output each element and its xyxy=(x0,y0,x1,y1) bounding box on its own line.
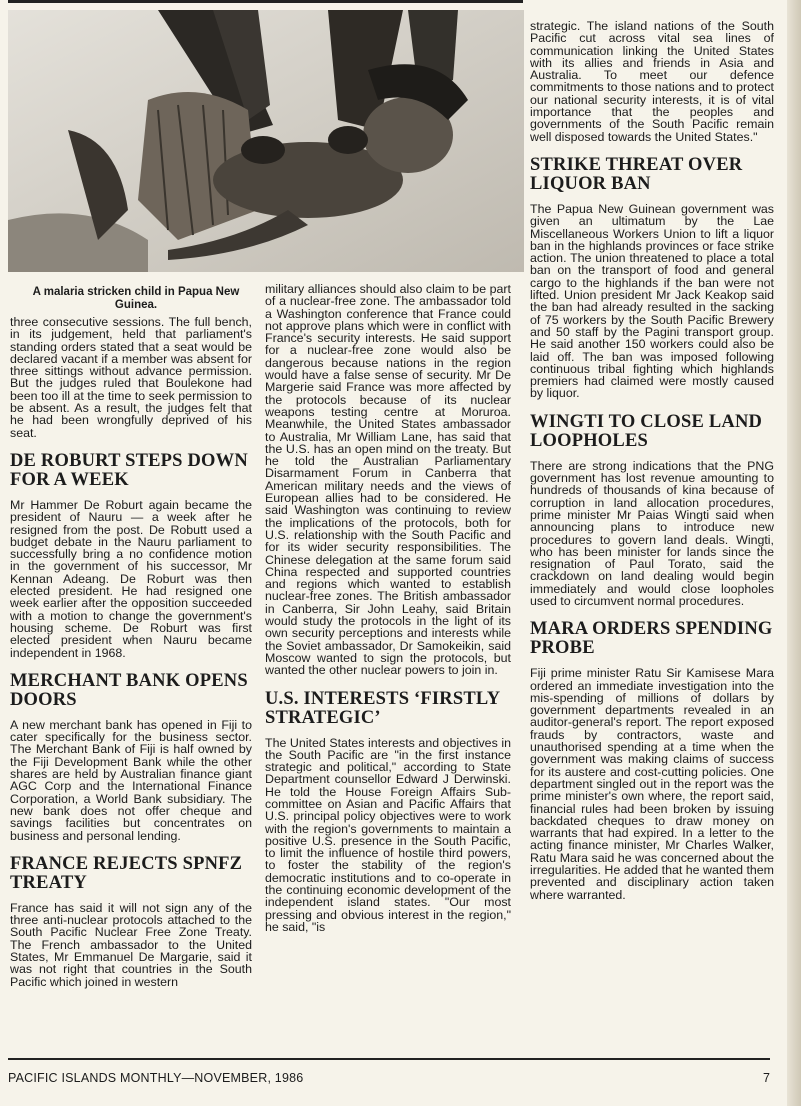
headline-wingti: WINGTI TO CLOSE LAND LOOPHOLES xyxy=(530,411,763,451)
footer-rule xyxy=(8,1058,770,1060)
article-continuation: three consecutive sessions. The full bench, in its judgement, held that parliament's standing orders stated that a seat would be declared vacant if a member was absent for three sittings without advance permission. But the judges ruled that Boulekone had been too ill at the time to seek permission to be absent. As a result, the judges felt that he had been wrongfully deprived of his seat. xyxy=(10,315,252,440)
page-edge xyxy=(787,0,801,1106)
headline-mara-probe: MARA ORDERS SPENDING PROBE xyxy=(530,619,773,659)
top-rule xyxy=(8,0,523,3)
article-france-spnfz: France has said it will not sign any of the three anti-nuclear protocols attached to the South Pacific Nuclear Free Zone Treaty. The French ambassador to the United States, Mr Emmanuel De Margarie, said it was not right that countries in the South Pacific which joined in western xyxy=(10,900,252,989)
article-us-interests-continued: strategic. The island nations of the South Pacific cut across vital sea lines of communication linking the United States with its allies and friends in Asia and Australia. To meet our defence commitments to those nations and to protect our national security interests, it is of vital importance that the peoples and governments of the South Pacific remain well disposed towards the United States." xyxy=(530,19,774,144)
column-3 xyxy=(530,20,774,901)
publication-footer: PACIFIC ISLANDS MONTHLY—NOVEMBER, 1986 xyxy=(8,1071,304,1085)
article-mara-probe: Fiji prime minister Ratu Sir Kamisese Mara ordered an immediate investigation into the mis-spending of millions of dollars by government departments revealed in an auditor-general's report. The report exposed frauds by contractors, waste and unauthorised spending at a time when the government was making claims of success for its austere and cost-cutting policies. One department singled out in the report was the prime minister's own where, the report said, financial rules had been broken by issuing backdated cheques to draw money on warrants that had expired. In a letter to the acting finance minister, Mr Charles Walker, Ratu Mara said he was concerned about the irregularities. He added that he wanted them prevented and disciplinary action taken where warranted. xyxy=(530,666,774,902)
headline-strike-threat: STRIKE THREAT OVER LIQUOR BAN xyxy=(530,154,743,194)
article-france-spnfz-continued: military alliances should also claim to be part of a nuclear-free zone. The ambassador told a Washington conference that France could not approve plans which were in conflict with France's security interests. He said support for a nuclear-free zone would also be dangerous because nations in the region would have a false sense of security. Mr De Margerie said France was more affected by the protocols because of its nuclear weapons testing centre at Moruroa. Meanwhile, the United States ambassador to Australia, Mr William Lane, has said that the U.S. has an open mind on the treaty. But he told the Australian Parliamentary Disarmament Forum in Canberra that American military needs and the views of European allies had to be considered. He said Washington was continuing to review the implications of the protocols, both for U.S. relationship with the South Pacific and for its wider security responsibilities. The Chinese delegation at the same forum said China respected and supported countries and regions which wanted to establish nuclear-free zones. The British ambassador in Canberra, Sir John Leahy, said Britain would study the protocols in the light of its own security perceptions and interests while the Soviet ambassador, Dr Samokeikin, said Moscow wanted to sign the protocols, but wanted the other nuclear powers to join in. xyxy=(265,282,511,678)
article-merchant-bank: A new merchant bank has opened in Fiji to cater specifically for the business sector. The Merchant Bank of Fiji is half owned by the Fiji Development Bank while the other shares are held by Australian finance giant AGC Corp and the International Finance Corporation, a World Bank subsidiary. The new bank does not offer cheque and savings facilities but concentrates on business and personal lending. xyxy=(10,717,252,843)
column-2 xyxy=(265,283,511,933)
photo-illustration xyxy=(8,10,524,272)
article-us-interests: The United States interests and objectives in the South Pacific are "in the first instance strategic and political," according to State Department counsellor Edward J Derwinski. He told the House Foreign Affairs Sub-committee on Asian and Pacific Affairs that U.S. principal policy objectives were to work with the region's governments to maintain a positive U.S. presence in the South Pacific, to limit the influence of hostile third powers, to foster the stability of the region's democratic institutions and to co-operate in the continuing economic development of the independent island states. "Our most pressing and obvious interest in the region," he said, "is xyxy=(265,735,511,934)
article-de-roburt: Mr Hammer De Roburt again became the president of Nauru — a week after he resigned from the post. De Robutt used a budget debate in the Nauru parliament to successfully bring a no confidence motion in the government of his successor, Mr Kennan Adeang. De Roburt was then elected president. He had resigned one week earlier after the opposition succeeded with a motion to change the government's housing scheme. De Roburt was first elected president when Nauru became independent in 1968. xyxy=(10,497,252,660)
page-number: 7 xyxy=(763,1071,770,1085)
article-strike-threat: The Papua New Guinean government was given an ultimatum by the Lae Miscellaneous Workers Union to lift a liquor ban in the highlands provinces or face strike action. The union threatened to place a total ban on the transport of food and general cargo to the highlands if the ban were not lifted. Union president Mr Jack Keakop said the ban had already resulted in the sacking of 75 workers by the South Pacific Brewery and 50 staff by the Pagini transport group. He said another 150 workers could also be laid off. The ban was imposed following continuous tribal fighting which highlands premiers had claimed were mostly caused by liquor. xyxy=(530,201,774,401)
malaria-child-photo xyxy=(8,10,524,272)
photo-caption: A malaria stricken child in Papua New Guinea. xyxy=(32,286,240,311)
headline-us-interests: U.S. INTERESTS ‘FIRSTLY STRATEGIC’ xyxy=(265,688,500,728)
headline-de-roburt: DE ROBURT STEPS DOWN FOR A WEEK xyxy=(10,450,248,490)
headline-france-spnfz: FRANCE REJECTS SPNFZ TREATY xyxy=(10,853,243,893)
column-1 xyxy=(10,316,252,988)
headline-merchant-bank: MERCHANT BANK OPENS DOORS xyxy=(10,670,248,710)
article-wingti: There are strong indications that the PNG government has lost revenue amounting to hundreds of thousands of kina because of corruption in land allocation procedures, prime minister Mr Paias Wingti said when announcing plans to introduce new procedures to govern land deals. Wingti, who has been minister for lands since the resignation of Paul Torato, said the crackdown on land dealing would begin immediately and would close loopholes used to circumvent normal procedures. xyxy=(530,458,774,608)
